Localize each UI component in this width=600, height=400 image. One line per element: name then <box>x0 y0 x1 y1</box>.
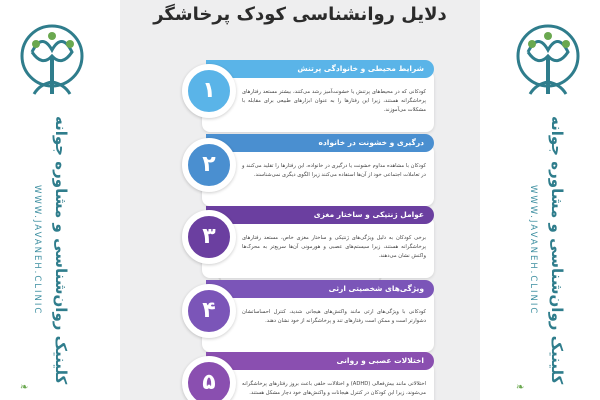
reason-title: درگیری و خشونت در خانواده <box>206 134 434 152</box>
reason-number: ۱ <box>182 64 236 118</box>
reason-title: ویژگی‌های شخصیتی ارثی <box>206 280 434 298</box>
reason-title: عوامل ژنتیکی و ساختار مغزی <box>206 206 434 224</box>
reason-number: ۴ <box>182 284 236 338</box>
reason-number: ۲ <box>182 138 236 192</box>
reason-body: کودکانی با ویژگی‌های ارثی مانند واکنش‌های هیجانی شدید، کنترل احساساتشان دشوارتر است و ممکن است رفتارهای تند و پرخاشگرانه از خود نشان دهند. <box>242 309 426 324</box>
reason-card <box>202 216 434 278</box>
reason-item-4 <box>182 280 438 352</box>
reason-body: کودکان با مشاهده مداوم خشونت یا درگیری در خانواده، این رفتارها را تقلید می‌کنند و در تعاملات اجتماعی خود از آن‌ها استفاده می‌کنند زیرا الگوی دیگری نمی‌شناسند. <box>242 163 426 178</box>
reason-item-3 <box>182 206 438 278</box>
leaf-icon: ❧ <box>516 382 525 393</box>
reason-card <box>202 144 434 206</box>
tree-logo-icon <box>12 22 92 102</box>
brand-name-vertical: کلینیک روان‌شناسی و مشاوره جوانه <box>52 115 70 385</box>
reason-number: ۵ <box>182 356 236 400</box>
brand-name-vertical: کلینیک روان‌شناسی و مشاوره جوانه <box>548 115 566 385</box>
left-sidebar <box>0 0 104 400</box>
leaf-icon: ❧ <box>20 382 29 393</box>
reason-card <box>202 70 434 132</box>
reason-title: شرایط محیطی و خانوادگی پرتنش <box>206 60 434 78</box>
tree-logo-icon <box>508 22 588 102</box>
reason-item-1 <box>182 60 438 132</box>
reason-body: کودکانی که در محیط‌های پرتنش یا خشونت‌آمیز رشد می‌کنند، بیشتر مستعد رفتارهای پرخاشگرانه هستند، زیرا این رفتارها را به عنوان ابزارهای طبیعی برای مقابله با مشکلات می‌آموزند. <box>242 89 426 113</box>
reason-card <box>202 290 434 352</box>
website-url-vertical: WWW.JAVANEH.CLINIC <box>32 184 42 316</box>
right-sidebar <box>496 0 600 400</box>
reason-body: اختلالاتی مانند بیش‌فعالی (ADHD) و اختلالات خلقی باعث بروز رفتارهای پرخاشگرانه می‌شوند، زیرا این کودکان در کنترل هیجانات و واکنش‌های خود دچار مشکل هستند. <box>242 381 426 396</box>
infographic-poster <box>120 0 480 400</box>
reason-item-2 <box>182 134 438 206</box>
reason-body: برخی کودکان به دلیل ویژگی‌های ژنتیکی و ساختار مغزی خاص، مستعد رفتارهای پرخاشگرانه هستند، زیرا سیستم‌های عصبی و هورمونی آن‌ها سریع‌تر به محرک‌ها واکنش نشان می‌دهند. <box>242 235 426 259</box>
website-url-vertical: WWW.JAVANEH.CLINIC <box>528 184 538 316</box>
poster-title: دلایل روانشناسی کودک پرخاشگر <box>153 4 447 25</box>
reason-number: ۳ <box>182 210 236 264</box>
reason-title: اختلالات عصبی و روانی <box>206 352 434 370</box>
reason-item-5 <box>182 352 438 400</box>
